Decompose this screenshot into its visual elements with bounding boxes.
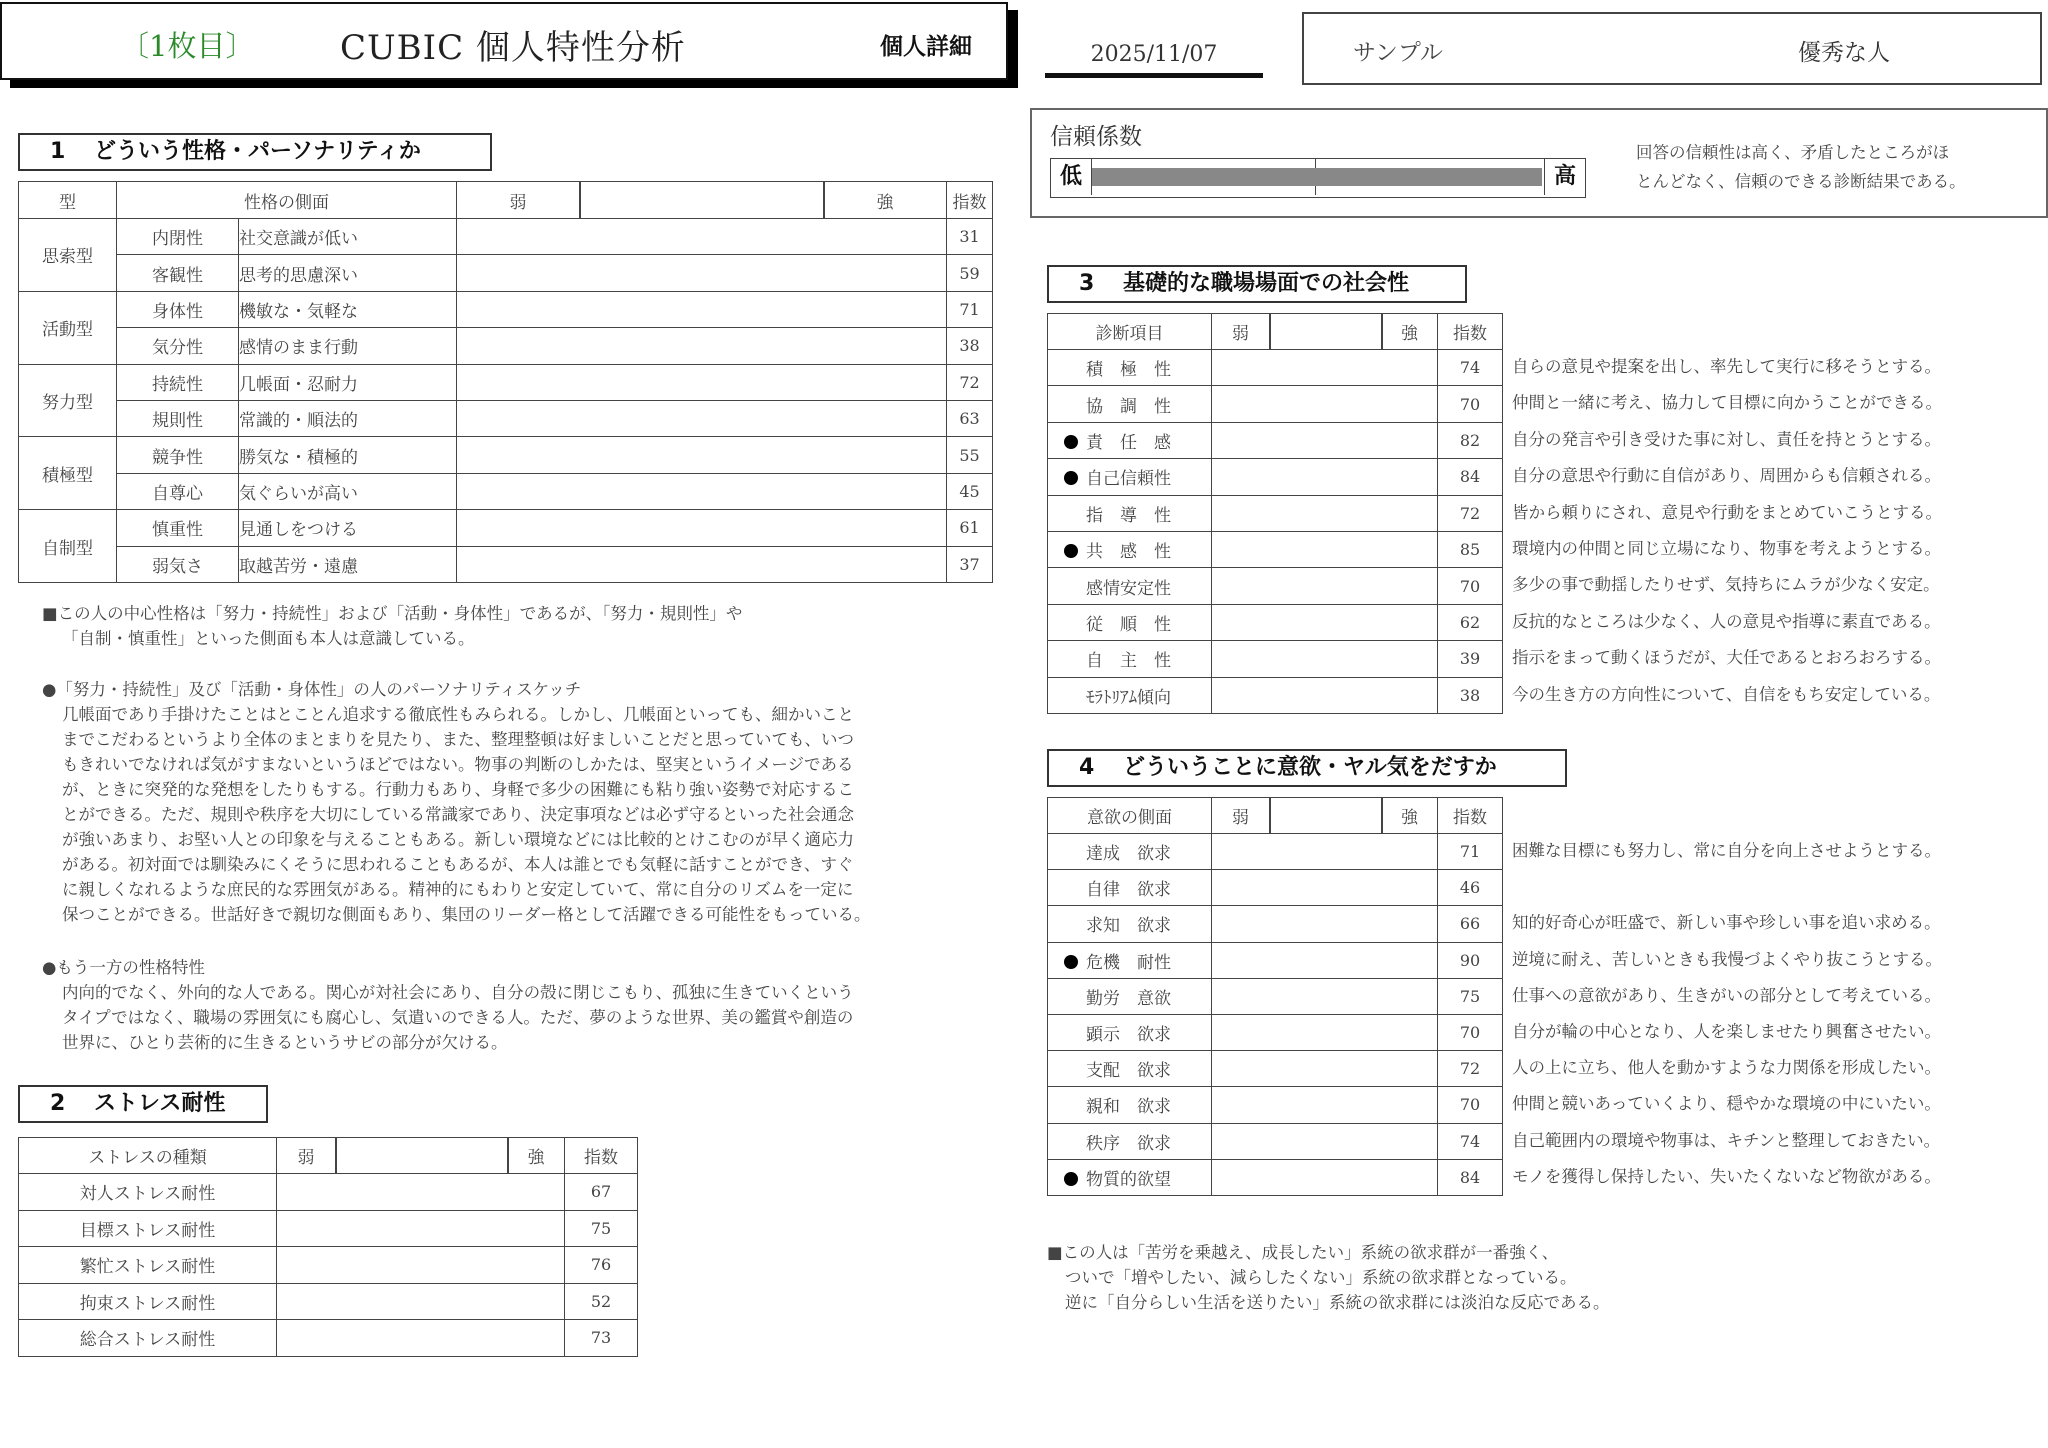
bar-cell [277,1210,565,1247]
personality-sketch [42,677,982,927]
trait-description: 感情のまま行動 [239,328,457,364]
type-cell: 努力型 [19,364,117,437]
bar-cell [1212,677,1438,713]
trait-name: 規則性 [117,400,239,436]
index-value: 75 [565,1210,638,1247]
item-cell [1048,870,1212,906]
social-table [1047,313,1503,714]
trait-name: 弱気さ [117,546,239,582]
bar-cell [457,328,947,364]
bar-cell [1212,870,1438,906]
trait-description: 社交意識が低い [239,219,457,255]
other-traits [42,955,982,1055]
motivation-table [1047,797,1503,1196]
index-value: 67 [565,1174,638,1211]
sketch-title: ●「努力・持続性」及び「活動・身体性」の人のパーソナリティスケッチ [42,680,582,699]
scale-divider [1269,798,1271,833]
table-row [19,1247,638,1284]
reliability-scale [1050,158,1586,198]
summary-line: ついで「増やしたい、減らしたくない」系統の欲求群となっている。 [1065,1268,1577,1287]
other-traits-body [42,980,982,1055]
reliability-comment-line: とんどなく、信頼のできる診断結果である。 [1636,172,1966,191]
reliability-comment [1636,138,2016,196]
trait-description: 几帳面・忍耐力 [239,364,457,400]
index-value: 39 [1438,641,1503,677]
index-value: 84 [1438,459,1503,495]
item-description: 困難な目標にも努力し、常に自分を向上させようとする。 [1512,841,1941,860]
other-traits-title: ●もう一方の性格特性 [42,958,205,977]
trait-description: 勝気な・積極的 [239,437,457,473]
index-value: 73 [565,1320,638,1357]
index-value: 52 [565,1283,638,1320]
item-cell [1048,834,1212,870]
item-label: ﾓﾗﾄﾘｱﾑ傾向 [1086,687,1171,708]
section2-number: 2 [50,1091,66,1116]
section1-title: どういう性格・パーソナリティか [94,139,421,164]
col-index: 指数 [1438,314,1503,350]
item-description: 自らの意見や提案を出し、率先して実行に移そうとする。 [1512,357,1941,376]
col-scale [1212,798,1438,834]
trait-description: 機敏な・気軽な [239,291,457,327]
table-row [1048,641,1503,677]
trait-name: 競争性 [117,437,239,473]
bar-cell [1212,459,1438,495]
item-cell [1048,641,1212,677]
text-line: 保つことができる。世話好きで親切な側面もあり、集団のリーダー格として活躍できる可能性をもっている。 [62,905,871,924]
text-line: までこだわるというより全体のまとまりを見たり、また、整理整頓は好ましいことだと思っていても、いつ [62,730,854,749]
text-line: もきれいでなければ気がすまないというほどではない。物事の判断のしかたは、堅実というイメージである [62,755,854,774]
reliability-label: 信頼係数 [1050,124,1142,150]
item-label: 協 調 性 [1086,396,1171,417]
type-cell: 思索型 [19,219,117,292]
text-line: 世界に、ひとり芸術的に生きるというサビの部分が欠ける。 [62,1033,508,1052]
index-value: 71 [947,291,993,327]
col-aspect: 性格の側面 [117,182,457,219]
index-value: 72 [947,364,993,400]
index-value: 74 [1438,1123,1503,1159]
person-type: 優秀な人 [1798,40,1890,66]
stress-type: 総合ストレス耐性 [19,1320,277,1357]
bar-cell [1212,641,1438,677]
bar-cell [1212,568,1438,604]
item-label: 従 順 性 [1086,614,1171,635]
index-value: 38 [947,328,993,364]
table-row [19,473,993,509]
scale-weak-label: 弱 [1232,808,1249,828]
index-value: 85 [1438,531,1503,567]
summary-line: 逆に「自分らしい生活を送りたい」系統の欲求群には淡泊な反応である。 [1065,1293,1610,1312]
item-cell [1048,604,1212,640]
table-row [1048,531,1503,567]
index-value: 46 [1438,870,1503,906]
table-row [19,1320,638,1357]
text-line: 几帳面であり手掛けたことはとことん追求する徹底性もみられる。しかし、几帳面といっても、細かいこと [62,705,854,724]
bar-cell [277,1174,565,1211]
trait-name: 気分性 [117,328,239,364]
highlight-dot-icon [1064,435,1078,449]
trait-description: 常識的・順法的 [239,400,457,436]
col-item: 意欲の側面 [1048,798,1212,834]
summary-line: 「自制・慎重性」といった側面も本人は意識している。 [62,629,475,648]
reliability-bar [1092,168,1542,186]
item-label: 危機 耐性 [1086,952,1171,973]
type-cell: 活動型 [19,291,117,364]
item-label: 責 任 感 [1086,432,1171,453]
section3-number: 3 [1079,271,1095,296]
section3-heading [1047,265,1467,303]
item-label: 物質的欲望 [1086,1169,1171,1190]
scale-weak-label: 弱 [297,1148,315,1168]
summary-line: ■この人は「苦労を乗越え、成長したい」系統の欲求群が一番強く、 [1047,1243,1559,1262]
item-label: 親和 欲求 [1086,1097,1171,1118]
item-description: 皆から頼りにされ、意見や行動をまとめていこうとする。 [1512,502,1942,522]
bar-cell [1212,531,1438,567]
reliability-low-label: 低 [1051,159,1092,195]
index-value: 63 [947,400,993,436]
bar-cell [1212,1087,1438,1123]
bar-cell [1212,350,1438,386]
stress-table [18,1137,638,1357]
item-description: 逆境に耐え、苦しいときも我慢づよくやり抜こうとする。 [1512,949,1942,969]
highlight-dot-icon [1064,544,1078,558]
index-value: 90 [1438,942,1503,978]
text-line: が、ときに突発的な発想をしたりもする。行動力もあり、身軽で多少の困難にも粘り強い姿勢で対応するこ [62,780,854,799]
index-value: 76 [565,1247,638,1284]
item-label: 自律 欲求 [1086,880,1171,901]
index-value: 70 [1438,1087,1503,1123]
trait-name: 客観性 [117,255,239,291]
index-value: 59 [947,255,993,291]
section4-number: 4 [1079,755,1095,780]
index-value: 70 [1438,568,1503,604]
table-row [19,1283,638,1320]
bar-cell [457,291,947,327]
bar-cell [1212,604,1438,640]
item-description: 自分の意思や行動に自信があり、周囲からも信頼される。 [1512,466,1941,486]
bar-cell [457,364,947,400]
item-description: 今の生き方の方向性について、自信をもち安定している。 [1512,684,1941,704]
item-label: 顕示 欲求 [1086,1025,1171,1046]
table-row [19,291,993,327]
section1-summary [42,601,962,651]
col-index: 指数 [565,1138,638,1174]
table-row [1048,1159,1503,1195]
bar-cell [1212,1014,1438,1050]
index-value: 82 [1438,422,1503,458]
section1-number: 1 [50,139,66,164]
table-row [1048,604,1503,640]
text-line: が強いあまり、お堅い人との印象を与えることもある。新しい環境などには比較的とけこむのが早く適応力 [62,830,854,849]
index-value: 55 [947,437,993,473]
item-label: 自 主 性 [1086,651,1171,672]
item-cell [1048,1051,1212,1087]
stress-type: 繁忙ストレス耐性 [19,1247,277,1284]
item-label: 勤労 意欲 [1086,988,1171,1009]
index-value: 74 [1438,350,1503,386]
item-cell [1048,1159,1212,1195]
reliability-panel [1030,108,2048,218]
scale-divider [1269,314,1271,349]
index-value: 38 [1438,677,1503,713]
trait-name: 慎重性 [117,510,239,546]
table-row [1048,568,1503,604]
item-label: 感情安定性 [1086,578,1171,599]
trait-description: 気ぐらいが高い [239,473,457,509]
index-value: 84 [1438,1159,1503,1195]
table-row [19,437,993,473]
trait-name: 身体性 [117,291,239,327]
text-line: がある。初対面では馴染みにくそうに思われることもあるが、本人は誰とでも気軽に話すことができ、すぐ [62,855,854,874]
scale-divider [335,1138,337,1173]
highlight-dot-icon [1064,955,1078,969]
sketch-body [42,702,982,927]
table-row [19,546,993,582]
index-value: 70 [1438,386,1503,422]
item-description: 仲間と一緒に考え、協力して目標に向かうことができる。 [1512,393,1942,413]
bar-cell [1212,1051,1438,1087]
item-description: 指示をまって動くほうだが、大任であるとおろおろする。 [1512,648,1941,668]
item-label: 求知 欲求 [1086,916,1171,937]
table-row [1048,906,1503,942]
table-row [19,219,993,255]
section4-heading [1047,749,1567,787]
col-index: 指数 [947,182,993,219]
person-box [1302,12,2042,85]
bar-cell [277,1247,565,1284]
table-row [1048,350,1503,386]
item-cell [1048,350,1212,386]
bar-cell [457,437,947,473]
reliability-comment-line: 回答の信頼性は高く、矛盾したところがほ [1636,143,1950,162]
item-description: 自分が輪の中心となり、人を楽しませたり興奮させたい。 [1512,1021,1941,1041]
item-description: 自己範囲内の環境や物事は、キチンと整理しておきたい。 [1512,1130,1941,1150]
item-label: 秩序 欲求 [1086,1133,1171,1154]
bar-cell [1212,386,1438,422]
item-cell [1048,531,1212,567]
item-cell [1048,495,1212,531]
summary-line: ■この人の中心性格は「努力・持続性」および「活動・身体性」であるが、「努力・規則性」や [42,604,743,623]
table-row [1048,978,1503,1014]
text-line: 内向的でなく、外向的な人である。関心が対社会にあり、自分の殻に閉じこもり、孤独に生きていくという [62,983,854,1002]
item-description: 多少の事で動揺したりせず、気持ちにムラが少なく安定。 [1512,575,1940,595]
bar-cell [277,1283,565,1320]
index-value: 72 [1438,495,1503,531]
table-row [1048,870,1503,906]
item-cell [1048,568,1212,604]
table-row [19,400,993,436]
index-value: 66 [1438,906,1503,942]
item-label: 自己信頼性 [1086,469,1171,490]
scale-weak-label: 弱 [509,192,527,213]
table-row [1048,422,1503,458]
bar-cell [457,510,947,546]
text-line: とができる。ただ、規則や秩序を大切にしている常識家であり、決定事項などは必ず守るといった社会通念 [62,805,854,824]
section2-title: ストレス耐性 [94,1091,226,1116]
bar-cell [457,546,947,582]
stress-type: 目標ストレス耐性 [19,1210,277,1247]
report-subtitle: 個人詳細 [880,34,972,60]
report-title: CUBIC 個人特性分析 [340,28,686,68]
bar-cell [457,255,947,291]
col-index: 指数 [1438,798,1503,834]
reliability-high-label: 高 [1544,159,1585,195]
trait-name: 持続性 [117,364,239,400]
bar-cell [457,219,947,255]
item-description: 環境内の仲間と同じ立場になり、物事を考えようとする。 [1512,538,1941,558]
type-cell: 積極型 [19,437,117,510]
report-title-box [0,2,1008,80]
scale-strong-label: 強 [1401,808,1418,828]
col-scale [457,182,947,219]
bar-cell [1212,1123,1438,1159]
table-row [1048,677,1503,713]
trait-description: 思考的思慮深い [239,255,457,291]
section4-summary [1047,1240,1747,1315]
report-date: 2025/11/07 [1045,38,1263,78]
bar-cell [1212,942,1438,978]
item-description: 反抗的なところは少なく、人の意見や指導に素直である。 [1512,611,1941,631]
bar-cell [457,473,947,509]
item-label: 積 極 性 [1086,360,1171,381]
table-row [1048,942,1503,978]
table-row [1048,1123,1503,1159]
col-scale [277,1138,565,1174]
index-value: 71 [1438,834,1503,870]
item-cell [1048,677,1212,713]
trait-description: 取越苦労・遠慮 [239,546,457,582]
index-value: 62 [1438,604,1503,640]
table-row [1048,834,1503,870]
item-cell [1048,906,1212,942]
item-cell [1048,1014,1212,1050]
item-label: 共 感 性 [1086,542,1171,563]
table-row [1048,495,1503,531]
scale-strong-label: 強 [527,1148,545,1168]
table-row [1048,459,1503,495]
motivation-descriptions [1512,833,2032,1195]
table-row [19,1210,638,1247]
index-value: 45 [947,473,993,509]
index-value: 31 [947,219,993,255]
index-value: 70 [1438,1014,1503,1050]
table-row [19,510,993,546]
item-description: 人の上に立ち、他人を動かすような力関係を形成したい。 [1512,1058,1941,1078]
bar-cell [1212,1159,1438,1195]
item-description [1512,869,2032,905]
bar-cell [277,1320,565,1357]
personality-table [18,181,993,583]
table-row [19,328,993,364]
bar-cell [457,400,947,436]
item-description: 仕事への意欲があり、生きがいの部分として考えている。 [1512,985,1941,1005]
item-label: 達成 欲求 [1086,844,1171,865]
scale-weak-label: 弱 [1232,324,1249,344]
section2-heading [18,1085,268,1123]
item-cell [1048,386,1212,422]
highlight-dot-icon [1064,1172,1078,1186]
col-item: 診断項目 [1048,314,1212,350]
index-value: 72 [1438,1051,1503,1087]
item-description: 自分の発言や引き受けた事に対し、責任を持とうとする。 [1512,429,1941,449]
table-row [1048,386,1503,422]
trait-name: 内閉性 [117,219,239,255]
item-cell [1048,1123,1212,1159]
item-cell [1048,459,1212,495]
item-description: モノを獲得し保持したい、失いたくないなど物欲がある。 [1512,1166,1941,1186]
index-value: 37 [947,546,993,582]
index-value: 61 [947,510,993,546]
index-value: 75 [1438,978,1503,1014]
bar-cell [1212,978,1438,1014]
section1-heading [18,133,492,171]
scale-strong-label: 強 [876,192,894,213]
table-row [1048,1014,1503,1050]
item-cell [1048,978,1212,1014]
item-label: 支配 欲求 [1086,1061,1171,1082]
table-row [19,1174,638,1211]
stress-type: 対人ストレス耐性 [19,1174,277,1211]
col-stress-kind: ストレスの種類 [19,1138,277,1174]
social-descriptions [1512,349,2032,713]
bar-cell [1212,422,1438,458]
page-number: 〔1枚目〕 [120,29,255,63]
col-type: 型 [19,182,117,219]
text-line: に親しくなれるような庶民的な雰囲気がある。精神的にもわりと安定していて、常に自分のリズムを一定に [62,880,854,899]
person-name: サンプル [1353,40,1443,66]
scale-strong-label: 強 [1401,324,1418,344]
section4-title: どういうことに意欲・ヤル気をだすか [1123,755,1497,780]
item-cell [1048,1087,1212,1123]
bar-cell [1212,906,1438,942]
trait-name: 自尊心 [117,473,239,509]
trait-description: 見通しをつける [239,510,457,546]
item-cell [1048,942,1212,978]
bar-cell [1212,834,1438,870]
section3-title: 基礎的な職場場面での社会性 [1123,271,1410,296]
col-scale [1212,314,1438,350]
stress-type: 拘束ストレス耐性 [19,1283,277,1320]
table-row [1048,1087,1503,1123]
bar-cell [1212,495,1438,531]
text-line: タイプではなく、職場の雰囲気にも腐心し、気遣いのできる人。ただ、夢のような世界、美の鑑賞や創造の [62,1008,854,1027]
scale-divider [579,182,581,218]
table-row [1048,1051,1503,1087]
highlight-dot-icon [1064,471,1078,485]
type-cell: 自制型 [19,510,117,583]
item-description: 知的好奇心が旺盛で、新しい事や珍しい事を追い求める。 [1512,913,1941,933]
item-description: 仲間と競いあっていくより、穏やかな環境の中にいたい。 [1512,1094,1941,1114]
table-row [19,255,993,291]
item-cell [1048,422,1212,458]
table-row [19,364,993,400]
item-label: 指 導 性 [1086,505,1171,526]
